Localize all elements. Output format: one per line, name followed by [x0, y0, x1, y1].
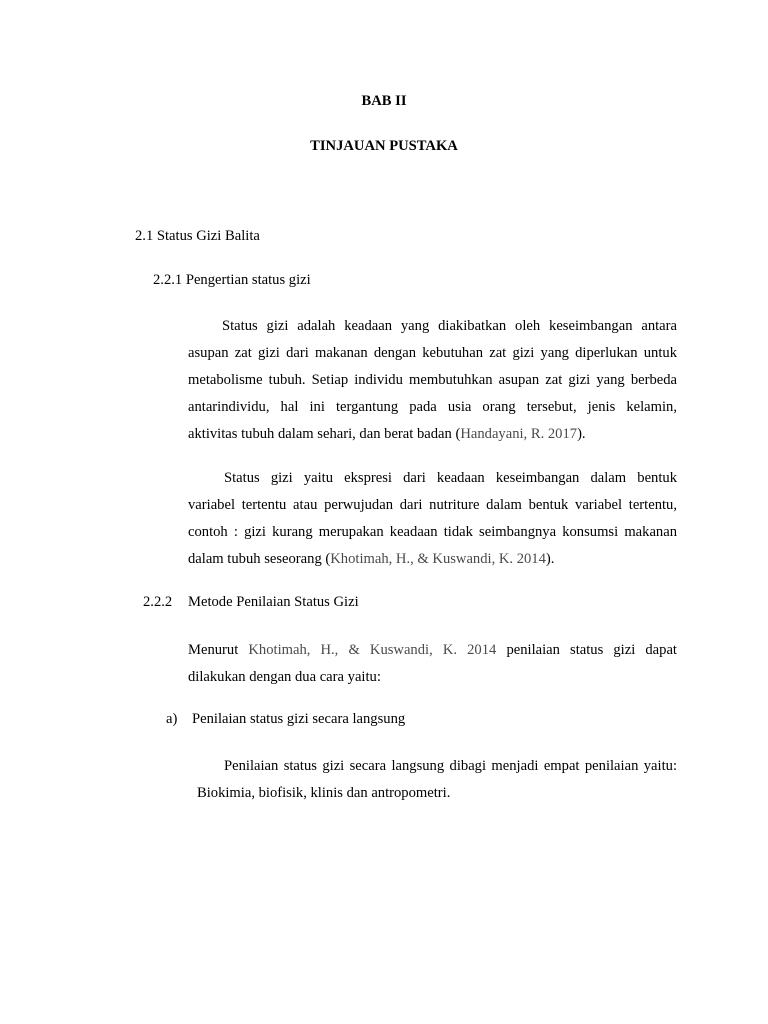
paragraph-line: metabolisme tubuh. Setiap individu membutuhkan asupan zat gizi yang berbeda	[188, 372, 677, 388]
paragraph-line: variabel tertentu atau perwujudan dari nutriture dalam bentuk variabel tertentu,	[188, 497, 677, 513]
chapter-title: TINJAUAN PUSTAKA	[310, 138, 458, 154]
paragraph-line: asupan zat gizi dari makanan dengan kebutuhan zat gizi yang diperlukan untuk	[188, 345, 677, 361]
subsection-heading-2-2-1: 2.2.1 Pengertian status gizi	[153, 272, 311, 288]
paragraph-line	[188, 640, 677, 660]
text-run: aktivitas tubuh dalam sehari, dan berat badan (	[188, 426, 461, 442]
paragraph-line: Status gizi yaitu ekspresi dari keadaan keseimbangan dalam bentuk	[224, 470, 677, 486]
paragraph-line: dilakukan dengan dua cara yaitu:	[188, 669, 381, 685]
citation: Khotimah, H., & Kuswandi, K. 2014	[248, 642, 497, 658]
paragraph-line	[188, 424, 677, 444]
list-item-title: Penilaian status gizi secara langsung	[192, 711, 406, 727]
chapter-number: BAB II	[361, 93, 407, 109]
paragraph-line: Penilaian status gizi secara langsung dibagi menjadi empat penilaian yaitu:	[224, 758, 677, 774]
text-run: ).	[577, 426, 586, 442]
citation: Khotimah, H., & Kuswandi, K. 2014	[330, 551, 546, 567]
paragraph-line: Status gizi adalah keadaan yang diakibatkan oleh keseimbangan antara	[222, 318, 677, 334]
subsection-heading-2-2-2: Metode Penilaian Status Gizi	[188, 594, 359, 610]
section-heading-2-1: 2.1 Status Gizi Balita	[135, 228, 260, 244]
text-run: dalam tubuh seseorang (	[188, 551, 331, 567]
paragraph-line	[188, 549, 677, 569]
paragraph-line: Biokimia, biofisik, klinis dan antropometri.	[197, 785, 451, 801]
text-run: penilaian status gizi dapat	[506, 642, 677, 658]
text-run: Menurut	[188, 642, 239, 658]
subsection-number-2-2-2: 2.2.2	[143, 594, 173, 610]
paragraph-line: contoh : gizi kurang merupakan keadaan tidak seimbangnya konsumsi makanan	[188, 524, 677, 540]
paragraph-line: antarindividu, hal ini tergantung pada usia orang tersebut, jenis kelamin,	[188, 399, 677, 415]
text-run: ).	[545, 551, 555, 567]
list-marker: a)	[166, 711, 178, 727]
citation: Handayani, R. 2017	[460, 426, 578, 442]
